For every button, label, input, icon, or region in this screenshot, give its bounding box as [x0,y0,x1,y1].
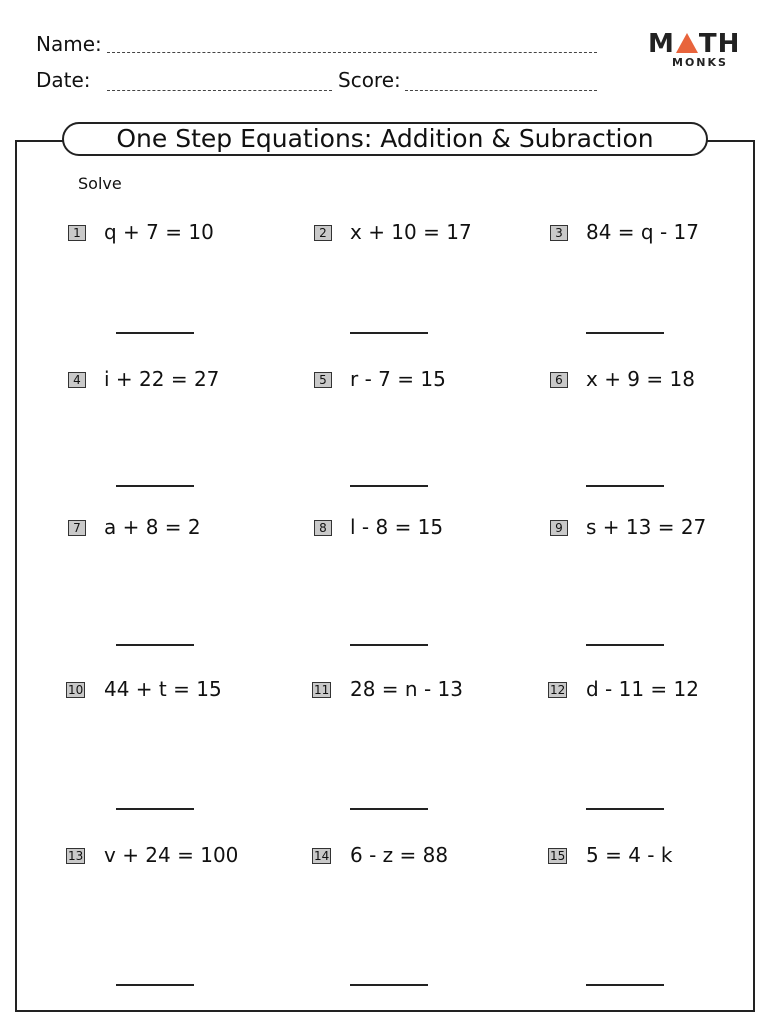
problem-equation: 6 - z = 88 [350,843,449,867]
problem-number: 15 [550,849,566,863]
problem-equation: r - 7 = 15 [350,367,446,391]
score-field[interactable] [405,90,597,91]
answer-line[interactable] [116,808,194,810]
math-monks-logo [648,30,740,70]
problem-equation: q + 7 = 10 [104,220,214,244]
problem-number: 14 [314,849,330,863]
problem-equation: a + 8 = 2 [104,515,201,539]
problem-number: 7 [68,520,86,536]
answer-line[interactable] [586,332,664,334]
answer-line[interactable] [586,485,664,487]
answer-line[interactable] [116,332,194,334]
problem-number: 10 [68,683,84,697]
problem-number: 12 [550,683,566,697]
problem-number: 11 [314,683,330,697]
problem-number: 4 [68,372,86,388]
problem-equation: 5 = 4 - k [586,843,673,867]
instruction-text: Solve [78,174,122,193]
answer-line[interactable] [350,332,428,334]
problem-equation: x + 9 = 18 [586,367,695,391]
worksheet-frame [15,140,755,1012]
logo-word-left: M [648,29,675,59]
answer-line[interactable] [586,808,664,810]
logo-wordmark [648,30,740,58]
problem-number: 13 [68,849,84,863]
problem-equation: d - 11 = 12 [586,677,699,701]
problem-number: 8 [314,520,332,536]
date-field[interactable] [107,90,332,91]
date-label: Date: [36,68,91,92]
answer-line[interactable] [350,485,428,487]
problem-number: 5 [314,372,332,388]
problem-number: 3 [550,225,568,241]
logo-word-right: TH [698,29,741,59]
problem-number: 2 [314,225,332,241]
problem-equation: i + 22 = 27 [104,367,220,391]
problem-equation: 44 + t = 15 [104,677,222,701]
problem-number: 9 [550,520,568,536]
name-label: Name: [36,32,102,56]
answer-line[interactable] [116,644,194,646]
answer-line[interactable] [116,984,194,986]
problem-equation: l - 8 = 15 [350,515,444,539]
problem-equation: s + 13 = 27 [586,515,707,539]
answer-line[interactable] [350,984,428,986]
problem-equation: v + 24 = 100 [104,843,239,867]
problem-equation: 84 = q - 17 [586,220,699,244]
triangle-icon [676,33,698,53]
answer-line[interactable] [350,644,428,646]
answer-line[interactable] [116,485,194,487]
logo-subtitle: MONKS [672,56,728,69]
answer-line[interactable] [586,984,664,986]
problem-number: 1 [68,225,86,241]
name-field[interactable] [107,52,597,53]
problem-number: 6 [550,372,568,388]
score-label: Score: [338,68,401,92]
problem-equation: x + 10 = 17 [350,220,472,244]
worksheet-title: One Step Equations: Addition & Subraction [62,122,708,156]
answer-line[interactable] [586,644,664,646]
problem-equation: 28 = n - 13 [350,677,463,701]
answer-line[interactable] [350,808,428,810]
